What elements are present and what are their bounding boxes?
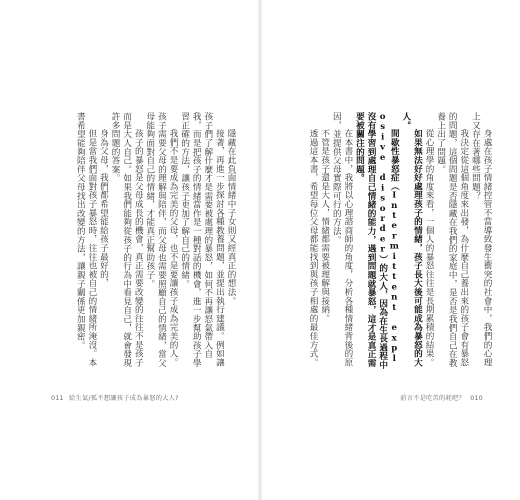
left-paragraph: 孩子的暴怒是父母成長的機會，真正需要改變的往往不是孩子而是大人自己。如果我們能夠從孩子的行為中看見自己，就會發現許多問題的答案。	[110, 112, 144, 368]
left-page-body	[16, 112, 236, 374]
right-paragraph: 不管是孩子還是大人，情緒都需要被理解與接納。	[319, 129, 330, 323]
left-footer	[48, 393, 179, 402]
right-bold-paragraph: 如果無法好好處理孩子的情緒，孩子長大後可能成為暴怒的大人。	[400, 112, 423, 367]
right-page-number: 010	[470, 395, 483, 402]
right-paragraph: 在本書中，我將以心理諮商師的角度，分析各種情緒背後的原因，並提供父母實際可行的方法。	[331, 112, 353, 367]
left-paragraph: 我們不是要成為完美的父母，也不是要讓孩子成為完美的人。孩子需要父母的理解與陪伴，而父母也需要照顧自己的情緒，當父母能夠面對自己的情緒，才能真正幫助孩子。	[144, 112, 179, 368]
right-running-title: 前言不是吃苦的耗吧？	[400, 395, 465, 402]
right-bold-paragraph: 間歇性暴怒症（Intermittent explosive disorder）的大人，因為在生長過程中沒有學習到處理自己情緒的能力，遇到問題就暴怒，這才是真正需要被關注的問題。	[354, 112, 400, 370]
left-running-title: 給生氣/孤不想讓孩子成為暴怒的大人?	[69, 395, 179, 402]
right-paragraph: 從心理學的角度來看，一個人的暴怒往往是長期累積的結果。	[424, 129, 435, 367]
left-paragraph: 隱藏在此負面情緒中子女則又經真正的想法。	[226, 129, 236, 306]
left-page-number: 011	[51, 395, 64, 402]
right-page	[260, 0, 520, 500]
left-paragraph: 身為父母，我們都希望能給孩子最好的，	[98, 129, 109, 288]
left-paragraph: 接著，再進一步探討各種教養問題，並提出執行建議。例如讓孩子們了解什麼才是需要被處理的暴怒，如何不再讓怒氣帶入自我，而是把孩子的情緒當作是一種對話的機會，進一步幫助孩子學習正確的方法，讓孩子更加了解自己的情緒。	[179, 112, 225, 368]
right-paragraph: 透過這本書，希望每位父母都能找到與孩子相處的最佳方式。	[308, 129, 319, 367]
right-paragraph: 我決定從這個角度來出發，為什麼自己養出來的孩子會有暴怒的問題，這個問題是否隱藏在我們的家庭中，是否是我們自己在教養上出了問題。	[435, 112, 469, 368]
left-paragraph: 但是當我們面對孩子暴怒時，往往也被自己的情緒所淹沒。本書希望能夠陪伴父母找出改變的方法，讓親子關係更加親密。	[75, 112, 97, 367]
right-page-body	[274, 112, 492, 374]
right-paragraph: 身處在孩子情緒控管不當導致發生衝突的社會中，我們的心理上又存在著哪些問題？	[470, 112, 492, 367]
right-footer	[400, 393, 486, 402]
